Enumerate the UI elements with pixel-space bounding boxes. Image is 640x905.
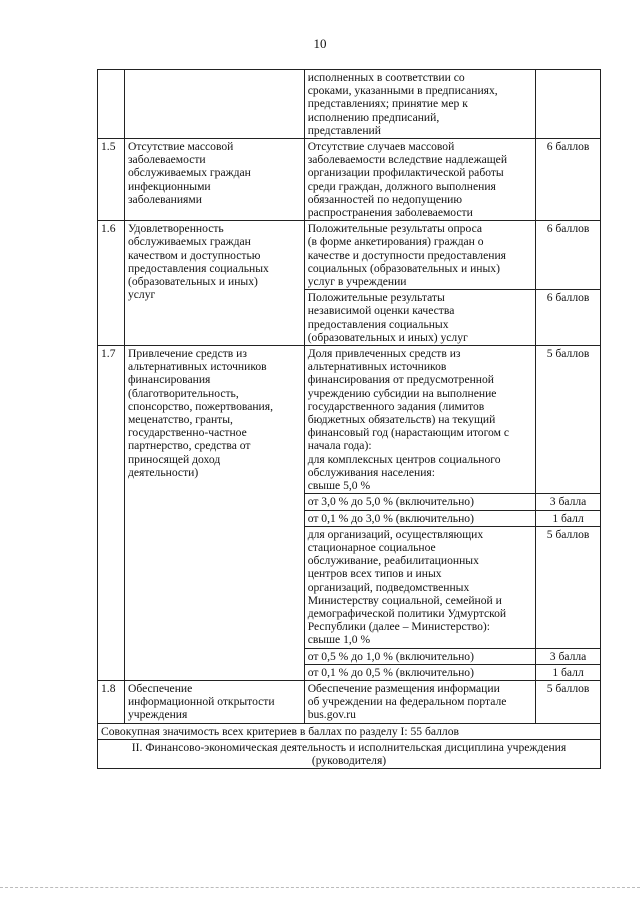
criterion-cell xyxy=(304,221,535,290)
table-row xyxy=(98,680,601,723)
row-number: 1.5 xyxy=(98,139,125,221)
criterion-text: исполненных в соответствии со сроками, указанными в предписаниях, представлениях; принятие мер к исполнению предписаний, представлений xyxy=(307,71,498,137)
section-title xyxy=(98,739,601,768)
section-title-text: II. Финансово-экономическая деятельность и исполнительская дисциплина учреждения (руководителя) xyxy=(131,740,567,767)
points-cell: 6 баллов xyxy=(536,139,601,221)
points-cell: 6 баллов xyxy=(536,290,601,346)
points-cell: 1 балл xyxy=(536,664,601,680)
table-row xyxy=(98,70,601,139)
table-row xyxy=(98,221,601,290)
indicator-cell xyxy=(124,221,304,346)
page-number: 10 xyxy=(313,36,327,51)
indicator-text: Удовлетворенность обслуживаемых граждан качеством и доступностью предоставления социальных (образовательных и иных) услуг xyxy=(127,222,269,302)
indicator-cell xyxy=(124,139,304,221)
section-header-row xyxy=(98,739,601,768)
indicator-text: Обеспечение информационной открытости учреждения xyxy=(127,681,275,722)
indicator-cell xyxy=(124,70,304,139)
criterion-cell xyxy=(304,139,535,221)
table-row xyxy=(98,346,601,494)
criterion-cell: от 0,1 % до 3,0 % (включительно) xyxy=(304,510,535,526)
points-cell xyxy=(536,70,601,139)
criterion-cell xyxy=(304,70,535,139)
points-cell: 5 баллов xyxy=(536,346,601,494)
indicator-cell xyxy=(124,346,304,681)
indicator-text: Отсутствие массовой заболеваемости обслуживаемых граждан инфекционными заболеваниями xyxy=(127,140,251,206)
footer-divider xyxy=(0,887,640,888)
criterion-cell: от 0,1 % до 0,5 % (включительно) xyxy=(304,664,535,680)
table-row xyxy=(98,139,601,221)
points-cell: 5 баллов xyxy=(536,526,601,648)
criterion-cell: от 0,5 % до 1,0 % (включительно) xyxy=(304,648,535,664)
criterion-text: Отсутствие случаев массовой заболеваемости вследствие надлежащей организации профилактической работы среди граждан, должного выполнения обязанностей по недопущению распространения заболеваемости xyxy=(307,140,508,220)
criterion-text: Положительные результаты независимой оценки качества предоставления социальных (образовательных и иных) услуг xyxy=(307,291,468,344)
total-row xyxy=(98,723,601,739)
points-cell: 3 балла xyxy=(536,494,601,510)
criterion-cell: от 3,0 % до 5,0 % (включительно) xyxy=(304,494,535,510)
indicator-text: Привлечение средств из альтернативных источников финансирования (благотворительность, спонсорство, пожертвования, меценатство, гранты, государственно-частное партнерство, средства от приносящей доход деятельности) xyxy=(127,347,273,479)
criterion-text: Обеспечение размещения информации об учреждении на федеральном портале bus.gov.ru xyxy=(307,681,507,722)
total-text: Совокупная значимость всех критериев в баллах по разделу I: 55 баллов xyxy=(98,723,601,739)
row-number xyxy=(98,70,125,139)
row-number: 1.7 xyxy=(98,346,125,681)
criteria-table xyxy=(97,69,601,769)
criterion-text: Доля привлеченных средств из альтернативных источников финансирования от предусмотренной учреждению субсидии на выполнение государственного задания (лимитов бюджетных обязательств) на текущий финансовый год (нарастающим итогом с начала года): для комплексных центров социального обслуживания населения: свыше 5,0 % xyxy=(307,347,510,493)
criterion-cell xyxy=(304,346,535,494)
criterion-cell xyxy=(304,290,535,346)
criterion-text: Положительные результаты опроса (в форме анкетирования) граждан о качестве и доступности предоставления социальных (образовательных и иных) услуг в учреждении xyxy=(307,222,506,289)
points-cell: 5 баллов xyxy=(536,680,601,723)
points-cell: 3 балла xyxy=(536,648,601,664)
row-number: 1.6 xyxy=(98,221,125,346)
criterion-cell xyxy=(304,680,535,723)
points-cell: 1 балл xyxy=(536,510,601,526)
criterion-text: для организаций, осуществляющих стационарное социальное обслуживание, реабилитационных центров всех типов и иных организаций, подведомственных Министерству социальной, семейной и демографической политики Удмуртской Республики (далее – Министерство): свыше 1,0 % xyxy=(307,527,507,647)
indicator-cell xyxy=(124,680,304,723)
criterion-cell xyxy=(304,526,535,648)
points-cell: 6 баллов xyxy=(536,221,601,290)
row-number: 1.8 xyxy=(98,680,125,723)
